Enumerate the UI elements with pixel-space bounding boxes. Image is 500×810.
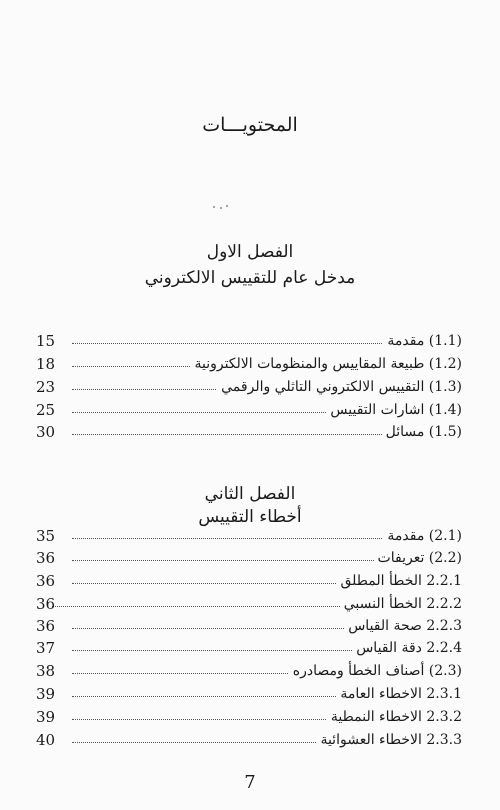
chapter2-entry: [36, 593, 462, 615]
entry-page: 37: [36, 639, 56, 657]
entry-text: 2.3.3 الاخطاء العشوائية: [316, 729, 462, 751]
entry-page: 38: [36, 662, 56, 680]
entry-text: (1.4) اشارات التقييس: [326, 399, 462, 421]
entry-page: 36: [36, 617, 56, 635]
chapter2-entry: [36, 637, 462, 659]
entry-text: 2.2.4 دقة القياس: [352, 637, 462, 659]
chapter1-entry: [36, 421, 462, 443]
entry-text: (2.1) مقدمة: [383, 525, 462, 547]
entry-page: 15: [36, 332, 56, 350]
entry-page: 18: [36, 355, 56, 373]
entry-page: 39: [36, 685, 56, 703]
entry-page: 36: [36, 572, 56, 590]
entry-text: (1.5) مسائل: [382, 421, 462, 443]
entry-page: 23: [36, 378, 56, 396]
chapter1-label: الفصل الاول: [206, 242, 294, 262]
scan-specks: [213, 205, 229, 209]
chapter2-entry: [36, 525, 462, 547]
entry-page: 36: [36, 549, 56, 567]
chapter2-entry: [36, 706, 462, 728]
chapter2-entry: [36, 683, 462, 705]
entry-page: 39: [36, 708, 56, 726]
chapter1-entry: [36, 353, 462, 375]
entry-text: (1.1) مقدمة: [383, 330, 462, 352]
entry-page: 36: [36, 595, 56, 613]
chapter2-entry: [36, 660, 462, 682]
entry-text: (1.3) التقييس الالكتروني التاثلي والرقمي: [217, 376, 462, 398]
entry-text: 2.2.3 صحة القياس: [344, 615, 462, 637]
chapter2-entry: [36, 615, 462, 637]
entry-page: 25: [36, 401, 56, 419]
toc-title: المحتويـــات: [202, 114, 298, 136]
entry-text: 2.2.1 الخطأ المطلق: [336, 570, 462, 592]
chapter2-entry: [36, 547, 462, 569]
entry-text: (2.3) أصناف الخطأ ومصادره: [289, 660, 462, 682]
entry-text: (1.2) طبيعة المقاييس والمنظومات الالكترونية: [190, 353, 462, 375]
chapter1-title: مدخل عام للتقييس الالكتروني: [144, 268, 356, 288]
chapter2-entry: [36, 729, 462, 751]
entry-text: (2.2) تعريفات: [374, 547, 462, 569]
chapter1-entry: [36, 330, 462, 352]
entry-page: 40: [36, 731, 56, 749]
chapter1-entry: [36, 376, 462, 398]
entry-text: 2.3.1 الاخطاء العامة: [336, 683, 462, 705]
chapter1-entry: [36, 399, 462, 421]
entry-page: 35: [36, 527, 56, 545]
page-number: 7: [244, 772, 256, 793]
entry-text: 2.2.2 الخطأ النسبي: [340, 593, 462, 615]
chapter2-entry: [36, 570, 462, 592]
entry-page: 30: [36, 423, 56, 441]
chapter2-label: الفصل الثاني: [204, 484, 296, 504]
chapter2-title: أخطاء التقييس: [198, 507, 302, 527]
entry-text: 2.3.2 الاخطاء النمطية: [327, 706, 462, 728]
